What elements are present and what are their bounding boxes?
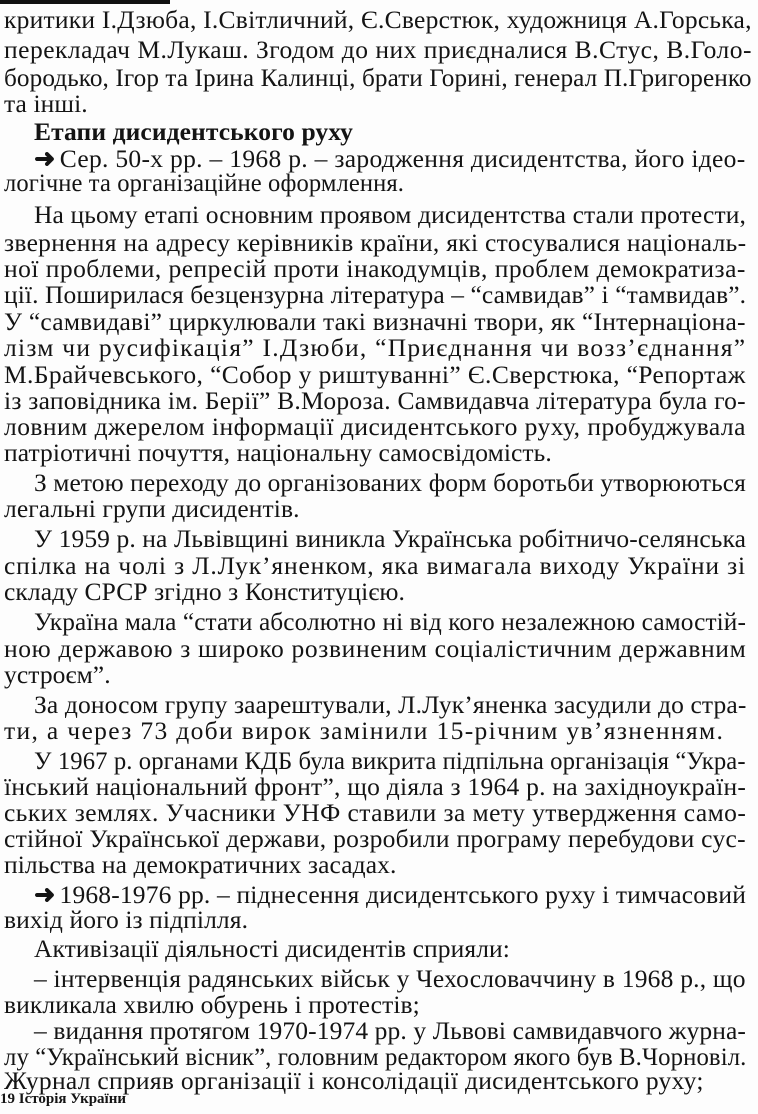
text-line: їнський національний фронт”, що діяла з 1964 р. на західноукраїн- [4, 772, 747, 801]
text-line: устроєм”. [4, 660, 111, 689]
page-footer [0, 1090, 126, 1108]
section-heading: Етапи дисидентського руху [34, 117, 353, 146]
text-line: Активізації діяльності дисидентів сприяли: [34, 934, 510, 963]
text-line: Журнал сприяв організації і консолідації дисидентського руху; [4, 1066, 704, 1095]
text-line: З метою переходу до організованих форм боротьби утворюються [34, 468, 746, 497]
list-item: – видання протягом 1970-1974 рр. у Львові самвидавчого журна- [34, 1016, 747, 1045]
text-line: лу “Український вісник”, головним редактором якого був В.Чорновіл. [4, 1042, 747, 1071]
text-line: Україна мала “стати абсолютно ні від кого незалежною самостій- [34, 607, 746, 636]
page-number: 19 [0, 1091, 15, 1107]
text-line: ною державою з широко розвиненим соціалістичним державним [4, 634, 747, 663]
text-line: лізм чи русифікація” І.Дзюби, “Приєднання чи возз’єднання” [4, 333, 747, 362]
text-line: ловним джерелом інформації дисидентського руху, пробуджувала [4, 412, 746, 441]
text-line: У 1959 р. на Львівщині виникла Українська робітничо-селянська [34, 524, 747, 553]
text-line: М.Брайчевського, “Собор у риштуванні” Є.Сверстюка, “Репортаж [4, 360, 746, 389]
text-line: У 1967 р. органами КДБ була викрита підпільна організація “Укра- [34, 746, 746, 775]
text-line: перекладач М.Лукаш. Згодом до них приєдналися В.Стус, В.Голо- [4, 35, 752, 64]
text-line: складу СРСР згідно з Конституцією. [4, 577, 406, 606]
stage-2-title: 1968-1976 рр. – піднесення дисидентського руху і тимчасовий [59, 880, 747, 909]
text-line: ції. Поширилася безцензурна література – “самвидав” і “тамвидав”. [4, 280, 747, 309]
text-line: стійної Української держави, розробили програму перебудови сус- [4, 824, 746, 853]
text-line: викликала хвилю обурень і протестів; [4, 990, 420, 1019]
text-line: патріотичні почуття, національну самосвідомість. [4, 438, 552, 467]
text-line: вихід його із підпілля. [4, 905, 249, 934]
text-line: критики І.Дзюба, І.Світличний, Є.Сверстюк, художниця А.Горська, [4, 5, 752, 34]
text-line: ських землях. Учасники УНФ ставили за мету утвердження само- [4, 798, 747, 827]
text-line: За доносом групу заарештували, Л.Лук’яненка засудили до стра- [34, 690, 747, 719]
text-line: та інші. [4, 89, 88, 118]
text-line: ної проблеми, репресій проти інакодумців, проблем демократиза- [4, 254, 746, 283]
text-line: пільства на демократичних засадах. [4, 850, 397, 879]
text-line: ти, а через 73 доби вирок замінили 15-річним ув’язненням. [4, 716, 725, 745]
text-line: У “самвидаві” циркулювали такі визначні твори, як “Інтернаціона- [4, 307, 746, 336]
page-top-rule [0, 0, 170, 4]
text-line: спілка на чолі з Л.Лук’яненком, яка вимагала виходу України зі [4, 551, 746, 580]
arrow-right-icon: ➜ [34, 144, 56, 173]
book-title: Історія України [18, 1091, 127, 1107]
arrow-right-icon: ➜ [34, 880, 56, 909]
text-line: із заповідника ім. Берії” В.Мороза. Самвидавча література була го- [4, 386, 746, 415]
text-line: бородько, Ігор та Ірина Калинці, брати Горині, генерал П.Григоренко [4, 63, 752, 92]
text-line: логічне та організаційне оформлення. [4, 168, 405, 197]
list-item: – інтервенція радянських військ у Чехословаччину в 1968 р., що [34, 964, 746, 993]
text-line: звернення на адресу керівників країни, які стосувалися національ- [4, 228, 747, 257]
stage-1-title: Сер. 50-х рр. – 1968 р. – зародження дисидентства, його ідео- [59, 144, 746, 173]
text-line: легальні групи дисидентів. [4, 494, 300, 523]
text-line: На цьому етапі основним проявом дисидентства стали протести, [34, 200, 747, 229]
